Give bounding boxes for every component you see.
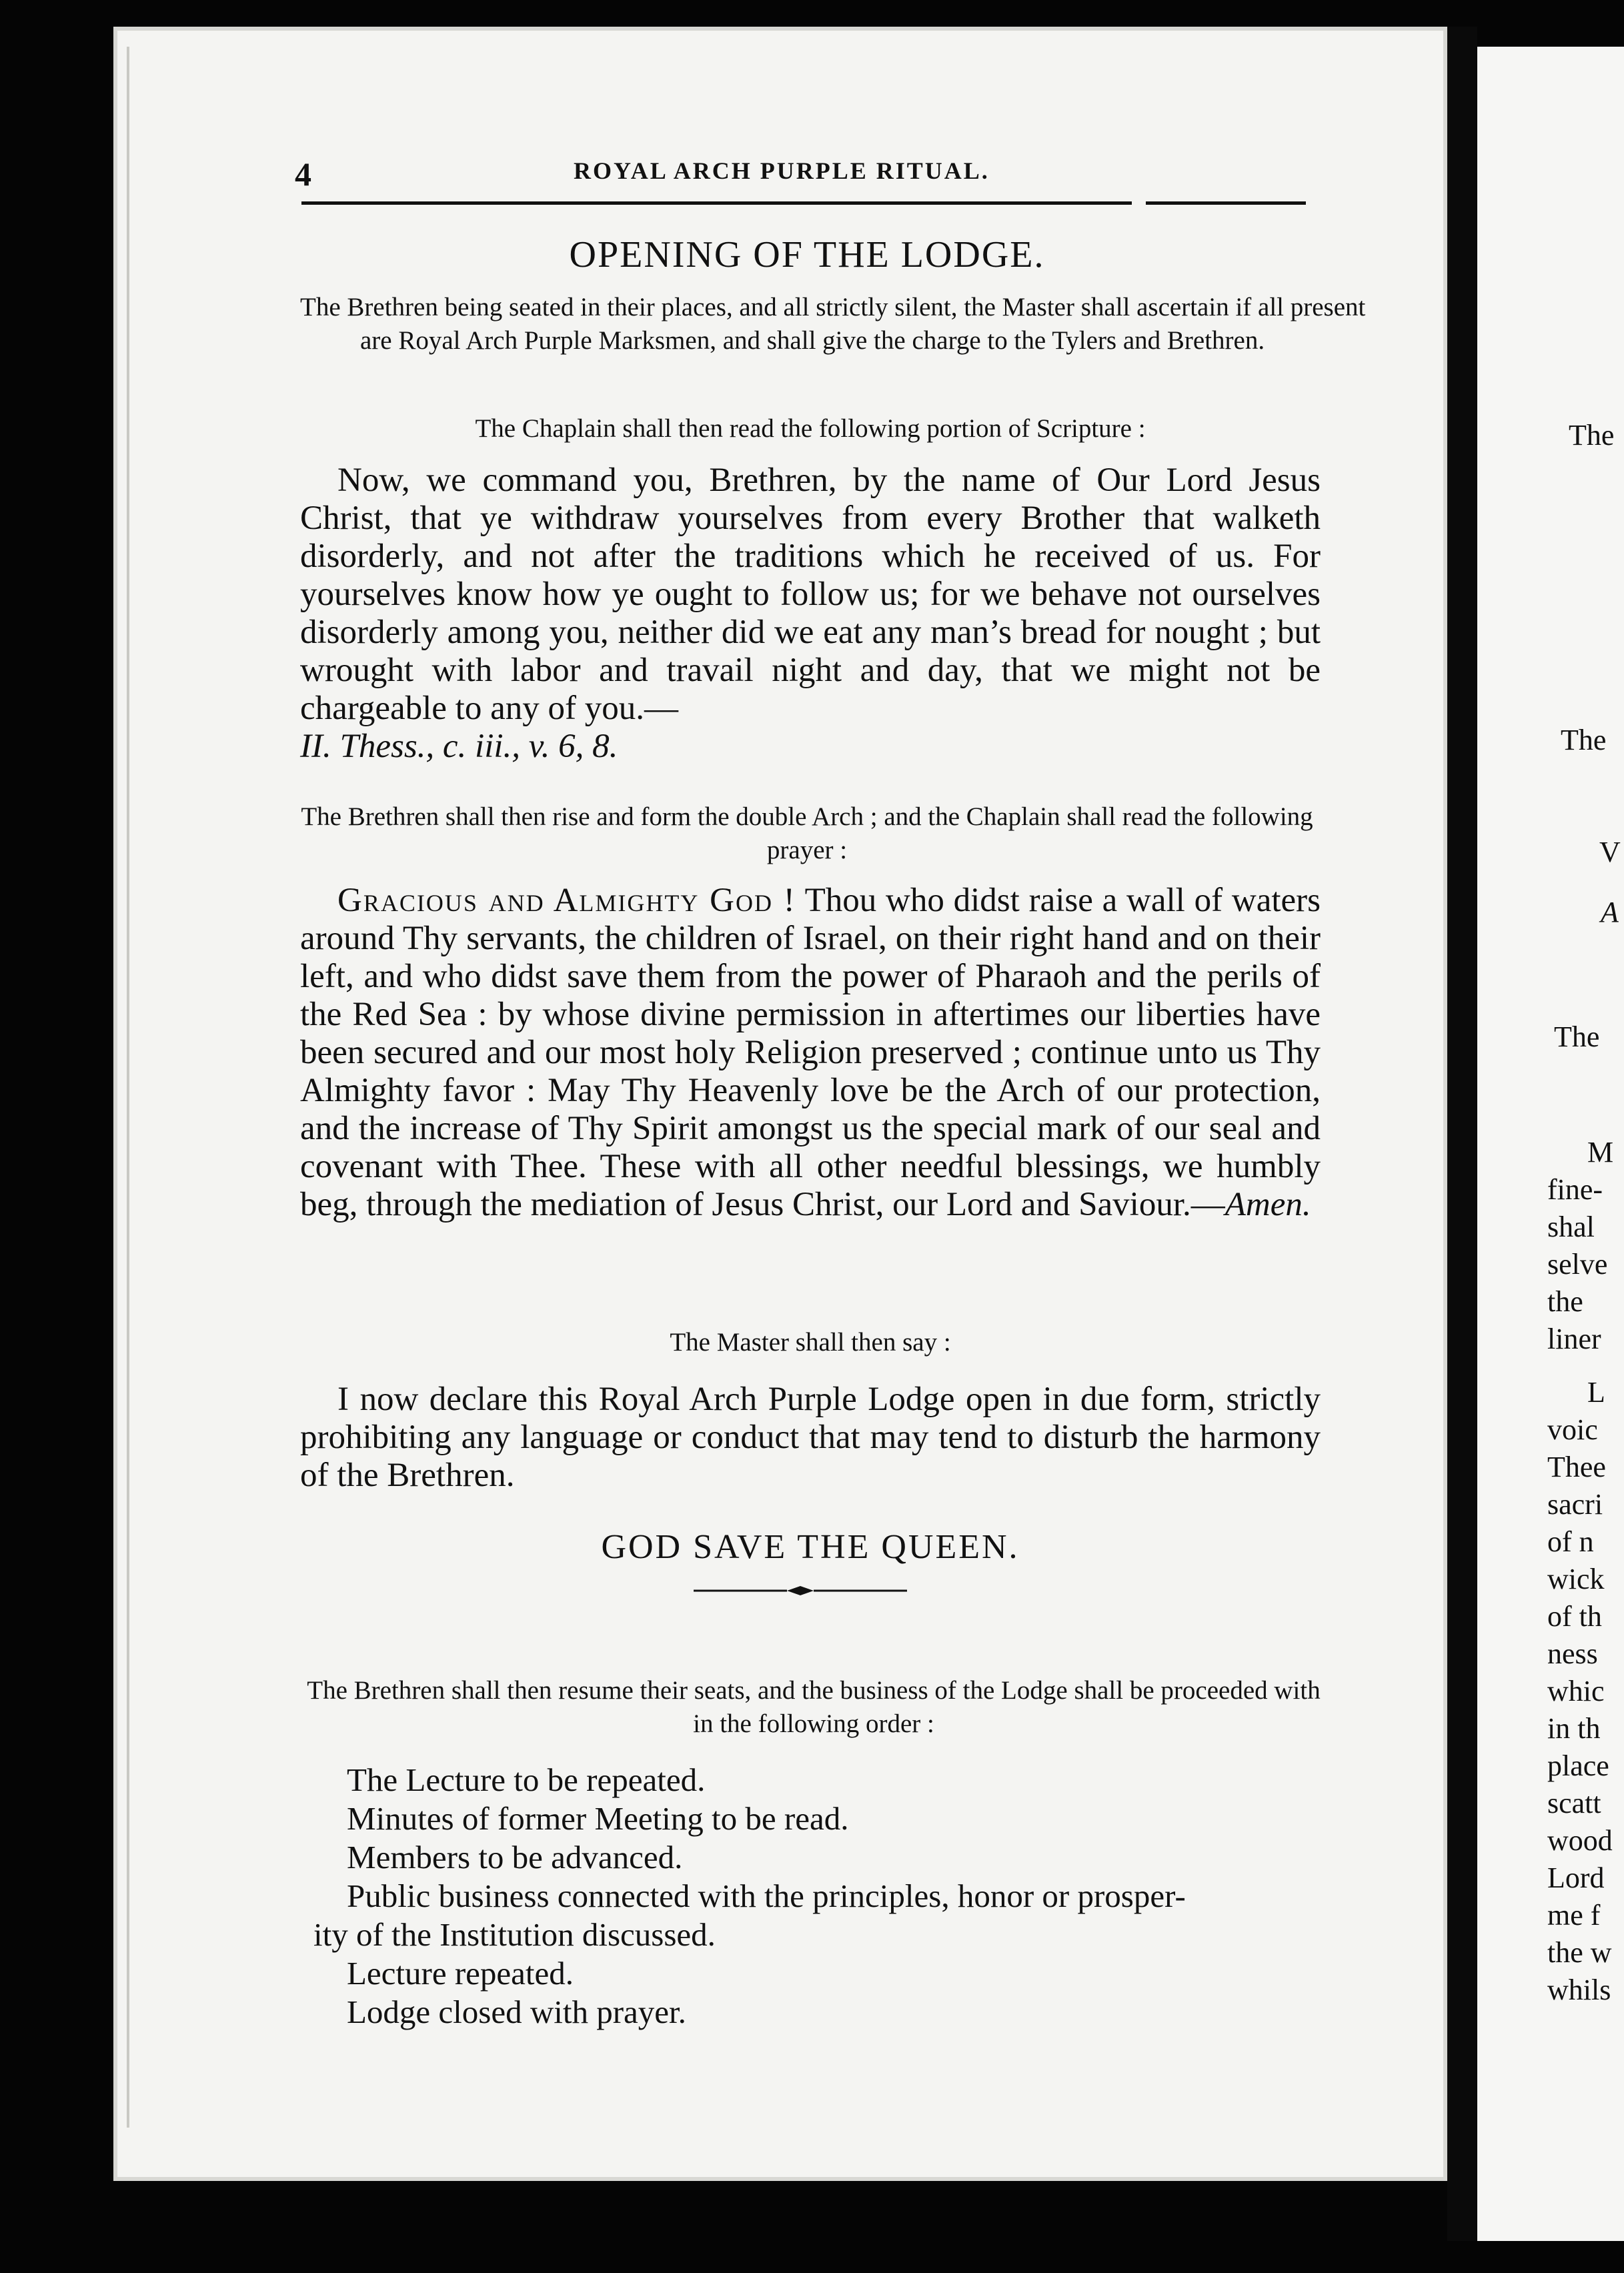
list-item: Lecture repeated.	[347, 1955, 574, 1992]
closing-anthem-line: GOD SAVE THE QUEEN.	[601, 1528, 1020, 1566]
rubric-master-says: The Master shall then say :	[670, 1328, 951, 1357]
facing-fragment: liner	[1547, 1323, 1601, 1355]
facing-fragment: The	[1554, 1020, 1600, 1053]
facing-fragment: Lord	[1547, 1861, 1605, 1894]
facing-fragment: A	[1601, 896, 1619, 928]
list-item: Minutes of former Meeting to be read.	[347, 1800, 849, 1837]
facing-fragment: L	[1587, 1376, 1605, 1409]
facing-fragment: of n	[1547, 1525, 1594, 1558]
facing-fragment: shal	[1547, 1211, 1595, 1243]
facing-fragment: whic	[1547, 1675, 1605, 1707]
header-rule	[301, 201, 1132, 205]
list-item: The Lecture to be repeated.	[347, 1761, 706, 1798]
rubric-opening-instructions: The Brethren being seated in their places, and all strictly silent, the Master shall ascertain if all present are Royal Arch Purple Marksmen, and shall give the charge to the Tylers and Brethren.	[300, 293, 1366, 355]
list-item: Members to be advanced.	[347, 1839, 683, 1875]
list-item: Public business connected with the principles, honor or prosper-	[347, 1877, 1186, 1914]
facing-fragment: in th	[1547, 1712, 1601, 1745]
facing-fragment: place	[1547, 1749, 1609, 1782]
opening-prayer	[300, 882, 1321, 1224]
facing-fragment: scatt	[1547, 1787, 1601, 1819]
order-of-business-list	[313, 1761, 1334, 2032]
rubric-scripture-instruction: The Chaplain shall then read the following portion of Scripture :	[475, 414, 1146, 443]
section-title: OPENING OF THE LODGE.	[569, 234, 1045, 275]
facing-fragment: Thee	[1547, 1451, 1606, 1483]
book-gutter	[1447, 27, 1477, 2241]
rubric-order-of-business: The Brethren shall then resume their seats, and the business of the Lodge shall be proceeded with in the following order :	[307, 1676, 1321, 1738]
scripture-passage	[300, 462, 1321, 766]
facing-fragment: wood	[1547, 1824, 1613, 1857]
facing-fragment: voic	[1547, 1413, 1598, 1446]
running-title: ROYAL ARCH PURPLE RITUAL.	[574, 157, 990, 184]
facing-fragment: fine-	[1547, 1173, 1603, 1206]
ornamental-divider	[694, 1581, 907, 1601]
facing-fragment: of th	[1547, 1600, 1602, 1633]
facing-fragment: the	[1547, 1285, 1583, 1318]
facing-fragment: The	[1569, 419, 1615, 452]
facing-fragment: M	[1587, 1136, 1614, 1169]
scripture-text: Now, we command you, Brethren, by the name of Our Lord Jesus Christ, that ye withdraw yourselves from every Brother that walketh disorderly, and not after the traditions which he received of us. For yourselves know how ye ought to follow us; for we behave not ourselves disorderly among you, neither did we eat any man’s bread for nought ; but wrought with labor and travail night and day, that we might not be chargeable to any of you.—	[300, 462, 1321, 727]
facing-fragment: The	[1561, 724, 1607, 756]
facing-fragment: ness	[1547, 1637, 1598, 1670]
facing-fragment: selve	[1547, 1248, 1608, 1281]
facing-fragment: whils	[1547, 1974, 1611, 2006]
facing-fragment: the w	[1547, 1936, 1612, 1969]
scripture-citation: II. Thess., c. iii., v. 6, 8.	[300, 728, 618, 765]
list-item: Lodge closed with prayer.	[347, 1994, 686, 2030]
header-rule-short	[1146, 201, 1306, 205]
facing-fragment: me f	[1547, 1899, 1601, 1932]
prayer-amen: Amen.	[1225, 1186, 1311, 1223]
page-number: 4	[295, 155, 311, 193]
rubric-prayer-instruction: The Brethren shall then rise and form the double Arch ; and the Chaplain shall read the following prayer :	[301, 802, 1313, 864]
prayer-opening: Gracious and Almighty God !	[337, 882, 796, 919]
facing-fragment: V	[1599, 836, 1621, 868]
facing-fragment: sacri	[1547, 1488, 1603, 1521]
opening-declaration: I now declare this Royal Arch Purple Lodge open in due form, strictly prohibiting any language or conduct that may tend to disturb the harmony of the Brethren.	[300, 1381, 1321, 1494]
list-item: ity of the Institution discussed.	[313, 1916, 716, 1953]
prayer-text: Thou who didst raise a wall of waters around Thy servants, the children of Israel, on their right hand and on their left, and who didst save them from the power of Pharaoh and the perils of the Red Sea : by whose divine permission in aftertimes our liberties have been secured and our most holy Religion preserved ; continue unto us Thy Almighty favor : May Thy Heavenly love be the Arch of our protection, and the increase of Thy Spirit amongst us the special mark of our seal and covenant with Thee. These with all other needful blessings, we humbly beg, through the mediation of Jesus Christ, our Lord and Saviour.—	[300, 882, 1321, 1223]
facing-fragment: wick	[1547, 1563, 1605, 1595]
